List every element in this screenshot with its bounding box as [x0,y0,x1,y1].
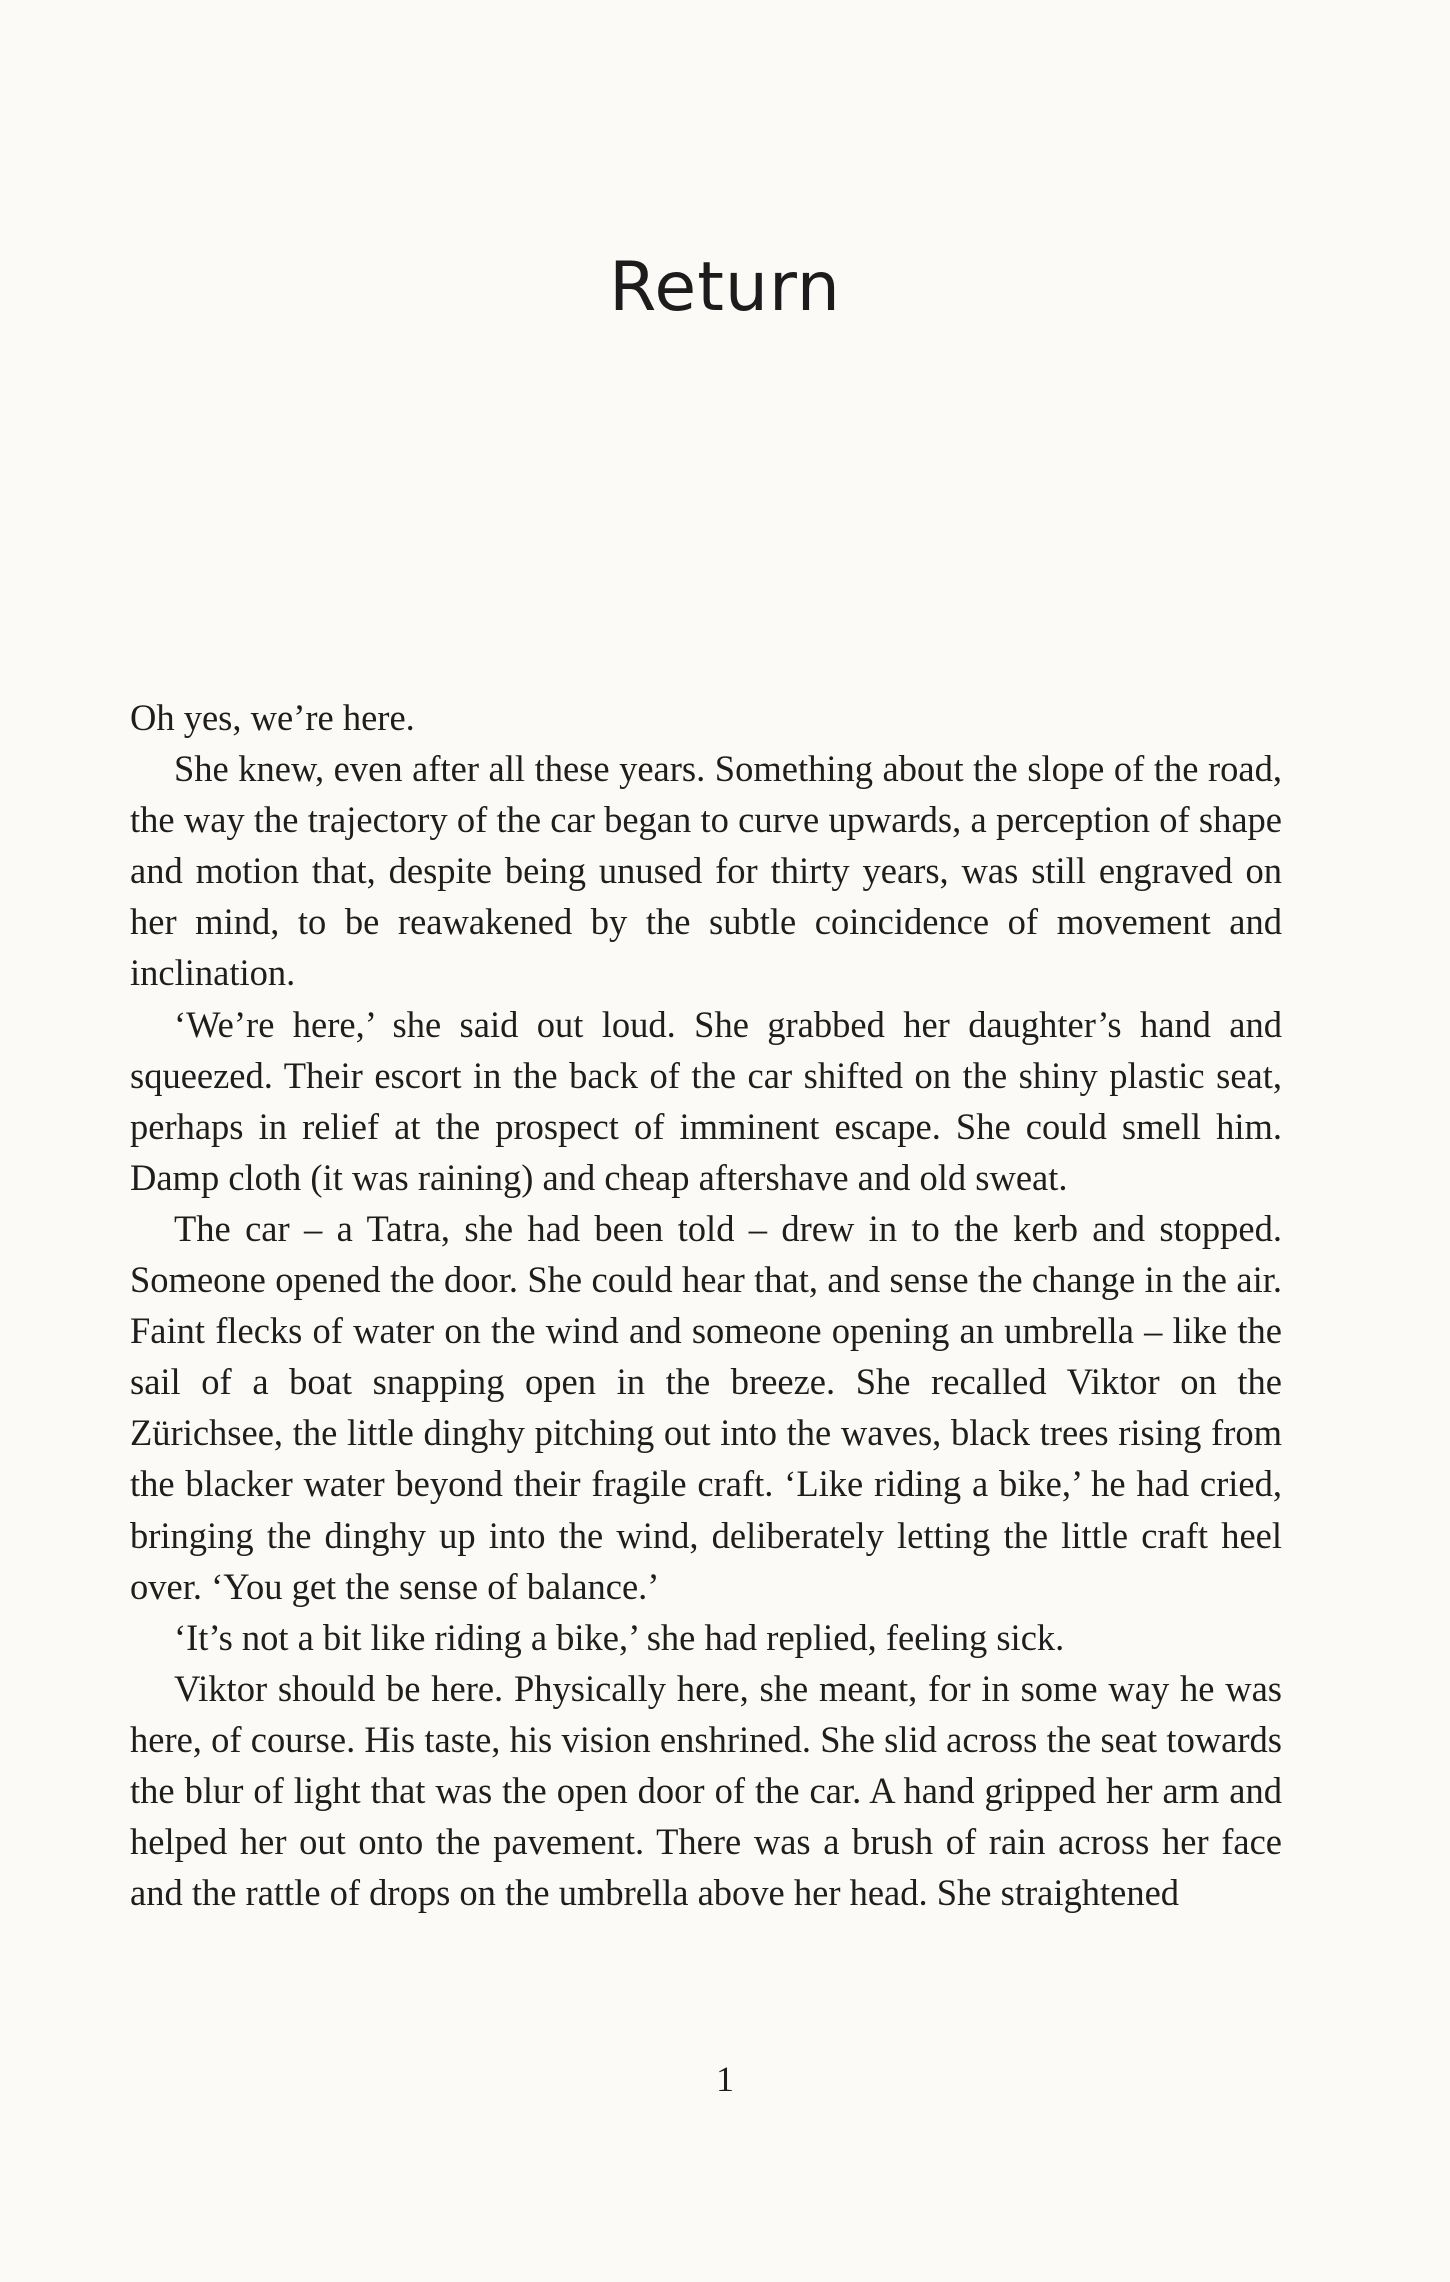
paragraph: She knew, even after all these years. Something about the slope of the road, the way the trajectory of the car began to curve upwards, a perception of shape and motion that, despite being unused for thirty years, was still engraved on her mind, to be reawakened by the subtle coincidence of movement and inclination. [130,748,1282,994]
chapter-title: Return [609,248,841,327]
paragraph: Oh yes, we’re here. [130,697,415,738]
paragraph: ‘We’re here,’ she said out loud. She grabbed her daughter’s hand and squeezed. Their escort in the back of the car shifted on the shiny plastic seat, perhaps in relief at the prospect of imminent escape. She could smell him. Damp cloth (it was raining) and cheap aftershave and old sweat. [130,1003,1282,1198]
paragraph: Viktor should be here. Physically here, she meant, for in some way he was here, of course. His taste, his vision enshrined. She slid across the seat towards the blur of light that was the open door of the car. A hand gripped her arm and helped her out onto the pavement. There was a brush of rain across her face and the rattle of drops on the umbrella above her head. She straightened [130,1667,1282,1914]
paragraph: The car – a Tatra, she had been told – drew in to the kerb and stopped. Someone opened the door. She could hear that, and sense the change in the air. Faint flecks of water on the wind and someone opening an umbrella – like the sail of a boat snapping open in the breeze. She recalled Viktor on the Zürichsee, the little dinghy pitching out into the waves, black trees rising from the blacker water beyond their fragile craft. ‘Like riding a bike,’ he had cried, bringing the dinghy up into the wind, deliberately letting the little craft heel over. ‘You get the sense of balance.’ [130,1207,1282,1607]
page-number: 1 [716,2059,734,2099]
chapter-body [130,692,1282,1918]
paragraph: ‘It’s not a bit like riding a bike,’ she had replied, feeling sick. [174,1616,1065,1658]
